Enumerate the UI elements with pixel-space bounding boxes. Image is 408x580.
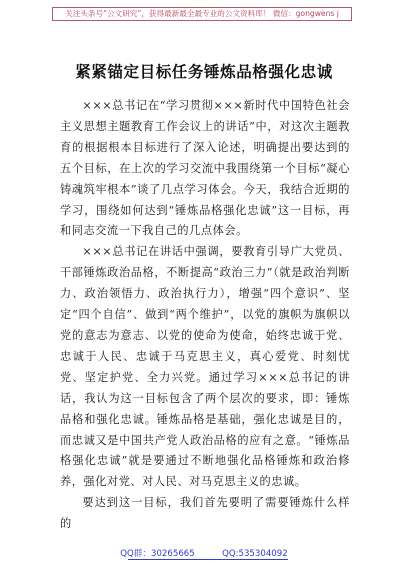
paragraph: 要达到这一目标，我们首先要明了需要锤炼什么样的 — [60, 496, 350, 531]
document-body — [60, 96, 350, 535]
footer-qq: QQ:535304092 — [222, 549, 288, 559]
footer-underline — [128, 559, 288, 560]
paragraph: ×××总书记在“学习贯彻×××新时代中国特色社会主义思想主题教育工作会议上的讲话”中，对这次主题教育的根据根本目标进行了深入论述，明确提出要达到的五个目标，在上次的学习交流中我围绕第一个目标“凝心铸魂筑牢根本”谈了几点学习体会。今天，我结合近期的学习，围绕如何达到“锤炼品格强化忠诚”这一目标，再和同志交流一下我自己的几点体会。 — [60, 99, 350, 238]
page-title: 紧紧锚定目标任务锤炼品格强化忠诚 — [75, 63, 333, 81]
footer-qq-group: QQ群：30265665 — [120, 549, 195, 559]
footer-contact — [0, 547, 408, 559]
header-notice: 关注头条号“公文研究”，获得最新最全最专业的公文资料库！ 微信：gongwens j — [52, 7, 352, 21]
paragraph: ×××总书记在讲话中强调，要教育引导广大党员、干部锤炼政治品格，不断提高“政治三力”（就是政治判断力、政治领悟力、政治执行力），增强“四个意识”、坚定“四个自信”、做到“两个维护”，以党的旗帜为旗帜以党的意志为意志、以党的使命为使命，始终忠诚于党、忠诚于人民、忠诚于马克思主义，真心爱党、时刻忧党、坚定护党、全力兴党。通过学习×××总书记的讲话，我认为这一目标包含了两个层次的要求，即：锤炼品格和强化忠诚。锤炼品格是基础，强化忠诚是目的，而忠诚又是中国共产党人政治品格的应有之意。“锤炼品格强化忠诚”就是要通过不断地强化品格锤炼和政治修养，强化对党、对人民、对马克思主义的忠诚。 — [60, 245, 350, 489]
